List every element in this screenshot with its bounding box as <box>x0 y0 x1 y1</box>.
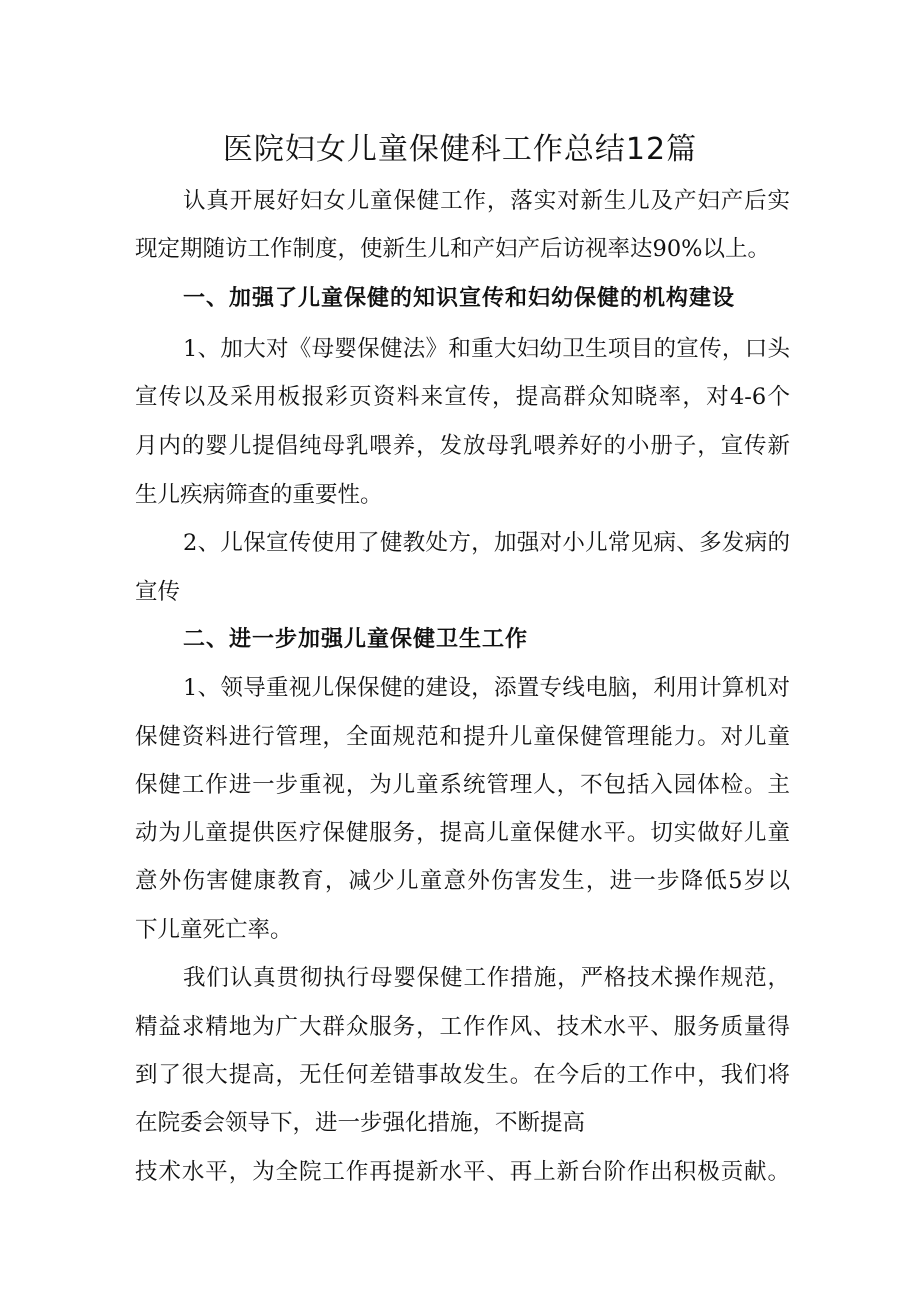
section-2-item-1-line-4: 动为儿童提供医疗保健服务，提高儿童保健水平。切实做好儿童 <box>135 820 790 846</box>
section-2-para-2-line-4: 在院委会领导下，进一步强化措施，不断提高 <box>135 1110 586 1136</box>
section-2-para-2-line-3: 到了很大提高，无任何差错事故发生。在今后的工作中，我们将 <box>135 1062 790 1088</box>
section-2-item-1-line-5: 意外伤害健康教育，减少儿童意外伤害发生，进一步降低5岁以 <box>135 868 790 894</box>
section-1-item-1-line-4: 生儿疾病筛查的重要性。 <box>135 482 383 508</box>
section-1-item-2-line-1: 2、儿保宣传使用了健教处方，加强对小儿常见病、多发病的 <box>183 530 790 556</box>
section-2-item-1-line-2: 保健资料进行管理，全面规范和提升儿童保健管理能力。对儿童 <box>135 724 790 750</box>
section-1-item-2-line-2: 宣传 <box>135 579 181 605</box>
document-title: 医院妇女儿童保健科工作总结12篇 <box>222 132 698 167</box>
section-1-item-1-line-2: 宣传以及采用板报彩页资料来宣传，提高群众知晓率，对4-6个 <box>135 384 790 410</box>
intro-line-1: 认真开展好妇女儿童保健工作，落实对新生儿及产妇产后实 <box>183 188 790 214</box>
section-2-heading: 二、进一步加强儿童保健卫生工作 <box>183 627 529 652</box>
section-2-item-1-line-3: 保健工作进一步重视，为儿童系统管理人，不包括入园体检。主 <box>135 772 790 798</box>
section-1-item-1-line-1: 1、加大对《母婴保健法》和重大妇幼卫生项目的宣传，口头 <box>183 336 790 362</box>
section-2-item-1-line-1: 1、领导重视儿保保健的建设，添置专线电脑，利用计算机对 <box>183 675 790 701</box>
section-1-item-1-line-3: 月内的婴儿提倡纯母乳喂养，发放母乳喂养好的小册子，宣传新 <box>135 433 790 459</box>
section-1-heading: 一、加强了儿童保健的知识宣传和妇幼保健的机构建设 <box>183 286 736 311</box>
section-2-item-1-line-6: 下儿童死亡率。 <box>135 917 293 943</box>
intro-line-2: 现定期随访工作制度，使新生儿和产妇产后访视率达90%以上。 <box>135 236 771 262</box>
section-2-para-2-line-1: 我们认真贯彻执行母婴保健工作措施，严格技术操作规范， <box>183 965 790 991</box>
section-2-para-2-line-2: 精益求精地为广大群众服务，工作作风、技术水平、服务质量得 <box>135 1014 790 1040</box>
section-2-para-2-line-5: 技术水平，为全院工作再提新水平、再上新台阶作出积极贡献。 <box>135 1159 790 1185</box>
